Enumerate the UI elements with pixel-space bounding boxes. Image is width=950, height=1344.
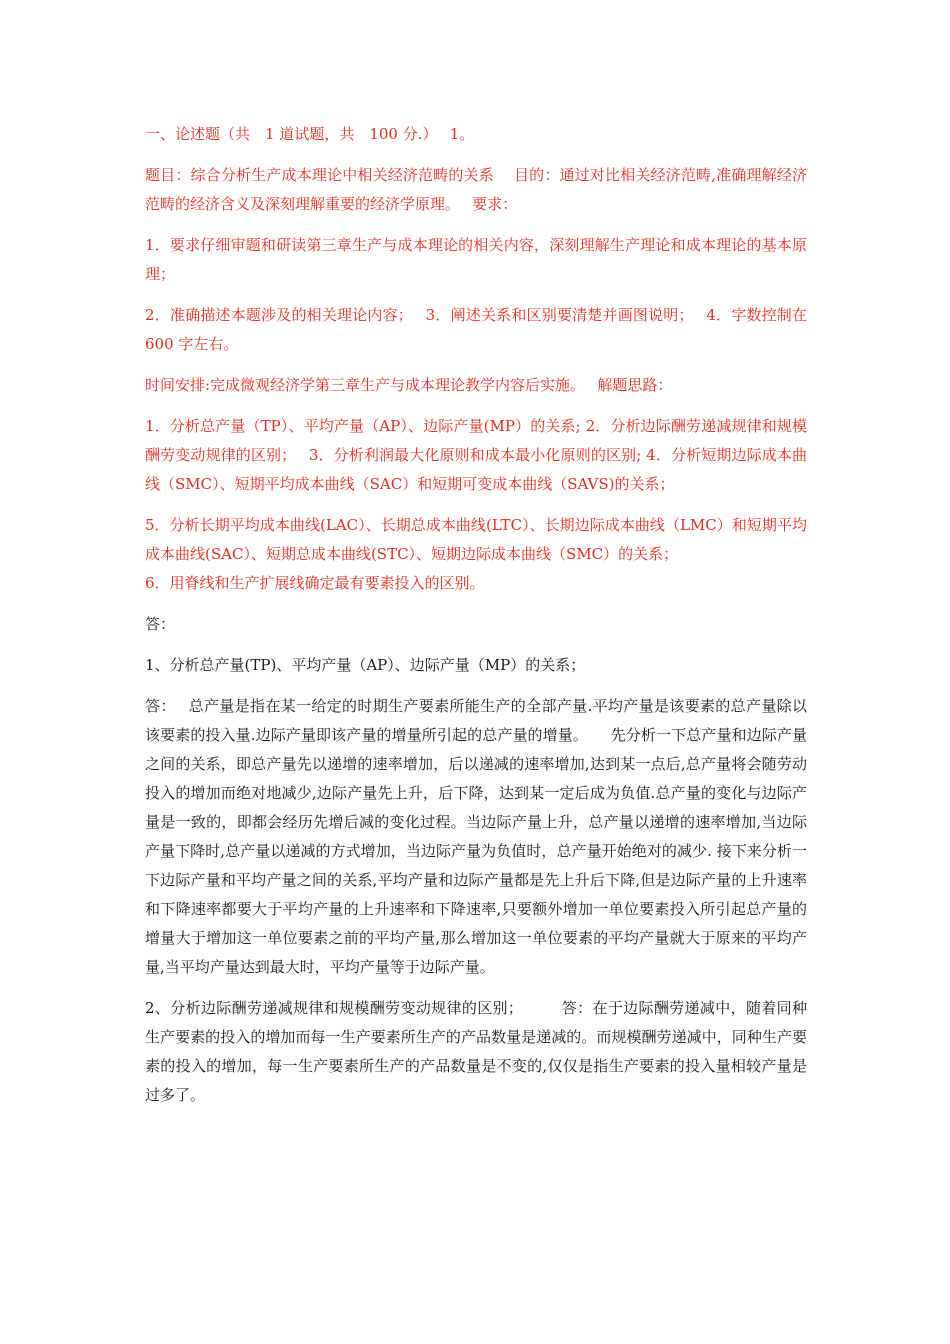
approach-item-5: 5．分析长期平均成本曲线(LAC）、长期总成本曲线(LTC）、长期边际成本曲线（LMC）和短期平均成本曲线(SAC）、短期总成本曲线(STC）、短期边际成本曲线（SMC）的关系；: [145, 516, 807, 563]
approach-item-6: 6．用脊线和生产扩展线确定最有要素投入的区别。: [145, 574, 485, 592]
question-topic: 题目：综合分析生产成本理论中相关经济范畴的关系 目的：通过对比相关经济范畴,准确理解经济范畴的经济含义及深刻理解重要的经济学原理。 要求：: [145, 166, 807, 213]
requirement-1: 1．要求仔细审题和研读第三章生产与成本理论的相关内容，深刻理解生产理论和成本理论的基本原理；: [145, 236, 807, 283]
schedule-and-approach: 时间安排:完成微观经济学第三章生产与成本理论教学内容后实施。 解题思路：: [145, 376, 673, 394]
requirement-2-4: 2．准确描述本题涉及的相关理论内容； 3．阐述关系和区别要清楚并画图说明； 4．字数控制在 600 字左右。: [145, 306, 807, 353]
answer-part-1-title: 1、分析总产量(TP)、平均产量（AP）、边际产量（MP）的关系；: [145, 656, 586, 674]
answer-part-1-body: 答： 总产量是指在某一给定的时期生产要素所能生产的全部产量.平均产量是该要素的总产量除以该要素的投入量.边际产量即该产量的增量所引起的总产量的增量。 先分析一下总产量和边际产量之间的关系，即总产量先以递增的速率增加，后以递减的速率增加,达到某一点后,总产量将会随劳动投入的增加而绝对地减少,边际产量先上升，后下降，达到某一定后成为负值.总产量的变化与边际产量是一致的，即都会经历先增后减的变化过程。当边际产量上升，总产量以递增的速率增加,当边际产量下降时,总产量以递减的方式增加，当边际产量为负值时，总产量开始绝对的减少. 接下来分析一下边际产量和平均产量之间的关系,平均产量和边际产量都是先上升后下降,但是边际产量的上升速率和下降速率都要大于平均产量的上升速率和下降速率,只要额外增加一单位要素投入所引起总产量的增量大于增加这一单位要素之前的平均产量,那么增加这一单位要素的平均产量就大于原来的平均产量,当平均产量达到最大时，平均产量等于边际产量。: [145, 697, 807, 976]
approach-items-1-4: 1．分析总产量（TP）、平均产量（AP）、边际产量(MP）的关系; 2．分析边际酬劳递减规律和规模酬劳变动规律的区别； 3．分析利润最大化原则和成本最小化原则的区别; 4．分析短期边际成本曲线（SMC）、短期平均成本曲线（SAC）和短期可变成本曲线（SAVS)的关系；: [145, 417, 807, 493]
section-heading: 一、论述题（共 1 道试题，共 100 分.） 1。: [145, 125, 475, 143]
document-page: [145, 120, 807, 1122]
answer-part-2: 2、分析边际酬劳递减规律和规模酬劳变动规律的区别； 答：在于边际酬劳递减中，随着同种生产要素的投入的增加而每一生产要素所生产的产品数量是递减的。而规模酬劳递减中，同种生产要素的投入的增加，每一生产要素所生产的产品数量是不变的,仅仅是指生产要素的投入量相较产量是过多了。: [145, 999, 807, 1104]
answer-label: 答：: [145, 615, 176, 633]
